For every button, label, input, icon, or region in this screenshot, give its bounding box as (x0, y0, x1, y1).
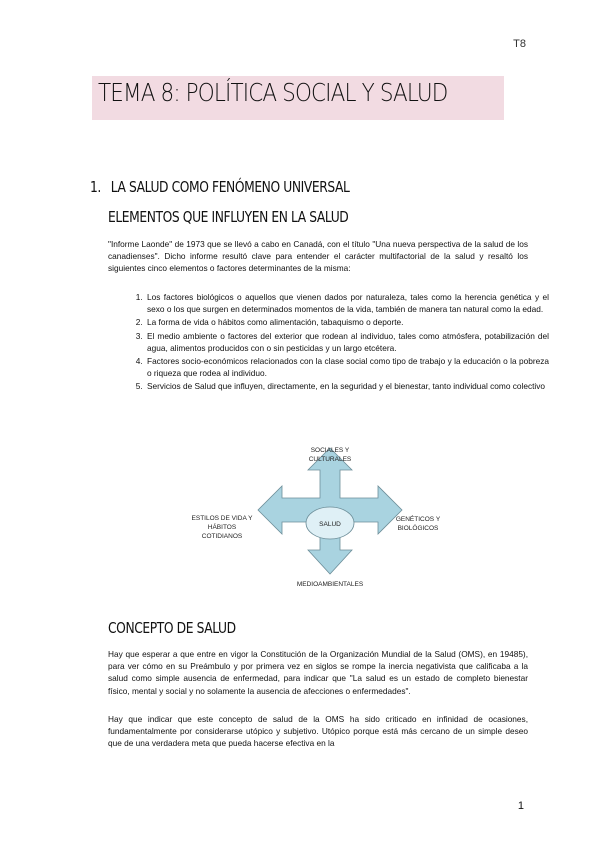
section1-heading-text: LA SALUD COMO FENÓMENO UNIVERSAL (110, 178, 350, 196)
factor-item: 5. Servicios de Salud que influyen, directamente, en la seguridad y el bienestar, tanto individual como colectivo (145, 380, 549, 392)
section1-heading (90, 178, 349, 196)
intro-paragraph: "Informe Laonde" de 1973 que se llevó a cabo en Canadá, con el título "Una nueva perspectiva de la salud de los canadienses". Dicho informe resultó clave para entender el carácter multifactorial de la salud y resaltó los siguientes cinco elementos o factores determinantes de la misma: (108, 239, 528, 274)
left-label-2: HÁBITOS (207, 524, 237, 531)
concept-paragraph-2: Hay que indicar que este concepto de salud de la OMS ha sido criticado en infinidad de ocasiones, fundamentalmente por considerarse utópico y subjetivo. Utópico porque está más cercano de un simple deseo que de una verdadera meta que pueda hacerse efectiva en la (108, 714, 528, 749)
section1-number: 1. (90, 178, 101, 196)
page-title: TEMA 8: POLÍTICA SOCIAL Y SALUD (98, 78, 448, 107)
left-label-3: COTIDIANOS (201, 533, 243, 540)
factor-item: 3. El medio ambiente o factores del exterior que rodean al individuo, tales como atmósfera, potabilización del agua, alimentos producidos con o sin pesticidas y un largo etcétera. (145, 330, 549, 354)
concept-paragraph-1: Hay que esperar a que entre en vigor la Constitución de la Organización Mundial de la Salud (OMS), en 19485), para ver cómo en su Preámbulo y por primera vez en siglos se rompe la inercia negativista que calificaba a la salud como simple ausencia de enfermedad, para indicar que "La salud es un estado de completo bienestar físico, mental y social y no solamente la ausencia de afecciones o enfermedades". (108, 649, 528, 696)
section1-subheading: ELEMENTOS QUE INFLUYEN EN LA SALUD (108, 208, 349, 226)
health-factors-diagram (180, 440, 452, 592)
left-label-1: ESTILOS DE VIDA Y (191, 515, 253, 522)
right-label-2: BIOLÓGICOS (397, 525, 439, 532)
page-number: 1 (517, 800, 524, 812)
section2-heading: CONCEPTO DE SALUD (108, 619, 236, 637)
center-label: SALUD (319, 521, 341, 528)
factor-item: 2. La forma de vida o hábitos como alimentación, tabaquismo o deporte. (145, 316, 549, 328)
top-label-1: SOCIALES Y (310, 447, 350, 454)
right-label-1: GENÉTICOS Y (395, 516, 441, 523)
title-band (92, 76, 504, 120)
factor-item: 4. Factores socio-económicos relacionados con la clase social como tipo de trabajo y la educación o la pobreza o riqueza que rodea al individuo. (145, 355, 549, 379)
factors-list (124, 291, 549, 394)
bottom-label: MEDIOAMBIENTALES (296, 581, 364, 588)
page-tag: T8 (513, 38, 526, 50)
factor-item: 1. Los factores biológicos o aquellos que vienen dados por naturaleza, tales como la herencia genética y el sexo o los que surgen en determinados momentos de la vida, también de manera tan natural como la edad. (145, 291, 549, 315)
top-label-2: CULTURALES (308, 456, 352, 463)
